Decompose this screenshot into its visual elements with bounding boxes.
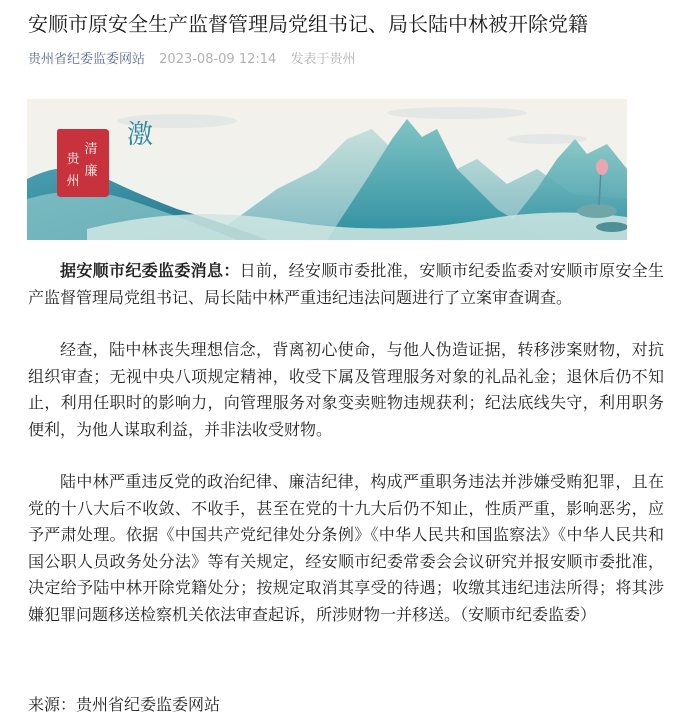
seal-text: 清廉贵州: [66, 142, 98, 189]
publish-location: 发表于贵州: [290, 52, 356, 67]
findings-paragraph: 经查，陆中林丧失理想信念，背离初心使命，与他人伪造证据，转移涉案财物，对抗组织审查；无视中央八项规定精神，收受下属及管理服务对象的礼品礼金；退休后仍不知止，利用任职时的影响力，向管理服务对象变卖赃物违规获利；纪法底线失守，利用职务便利，为他人谋取利益，并非法收受财物。: [28, 340, 664, 439]
badge-calligraphy: [127, 120, 153, 150]
article-body: [28, 258, 664, 628]
article-source: 来源：贵州省纪委监委网站: [28, 695, 221, 714]
svg-text:激: 激: [127, 120, 154, 150]
article-meta: [28, 51, 355, 69]
publisher-link[interactable]: 贵州省纪委监委网站: [28, 52, 146, 67]
publish-datetime: 2023-08-09 12:14: [159, 52, 277, 67]
seal-stamp: [57, 129, 109, 197]
header-banner-image: [27, 99, 627, 240]
lead-text: 日前，经安顺市委批准，安顺市纪委监委对安顺市原安全生产监督管理局党组书记、局长陆中林严重违纪违法问题进行了立案审查调查。: [28, 261, 664, 307]
decision-paragraph: 陆中林严重违反党的政治纪律、廉洁纪律，构成严重职务违法并涉嫌受贿犯罪，且在党的十八大后不收敛、不收手，甚至在党的十九大后仍不知止，性质严重，影响恶劣，应予严肃处理。依据《中国共产党纪律处分条例》《中华人民共和国监察法》《中华人民共和国公职人员政务处分法》等有关规定，经安顺市纪委常委会会议研究并报安顺市委批准，决定给予陆中林开除党籍处分；按规定取消其享受的待遇；收缴其违纪违法所得；将其涉嫌犯罪问题移送检察机关依法审查起诉，所涉财物一并移送。（安顺市纪委监委）: [28, 472, 664, 624]
lead-label: 据安顺市纪委监委消息：: [60, 261, 240, 280]
article-title: 安顺市原安全生产监督管理局党组书记、局长陆中林被开除党籍: [28, 12, 588, 36]
lead-paragraph: [28, 258, 664, 311]
